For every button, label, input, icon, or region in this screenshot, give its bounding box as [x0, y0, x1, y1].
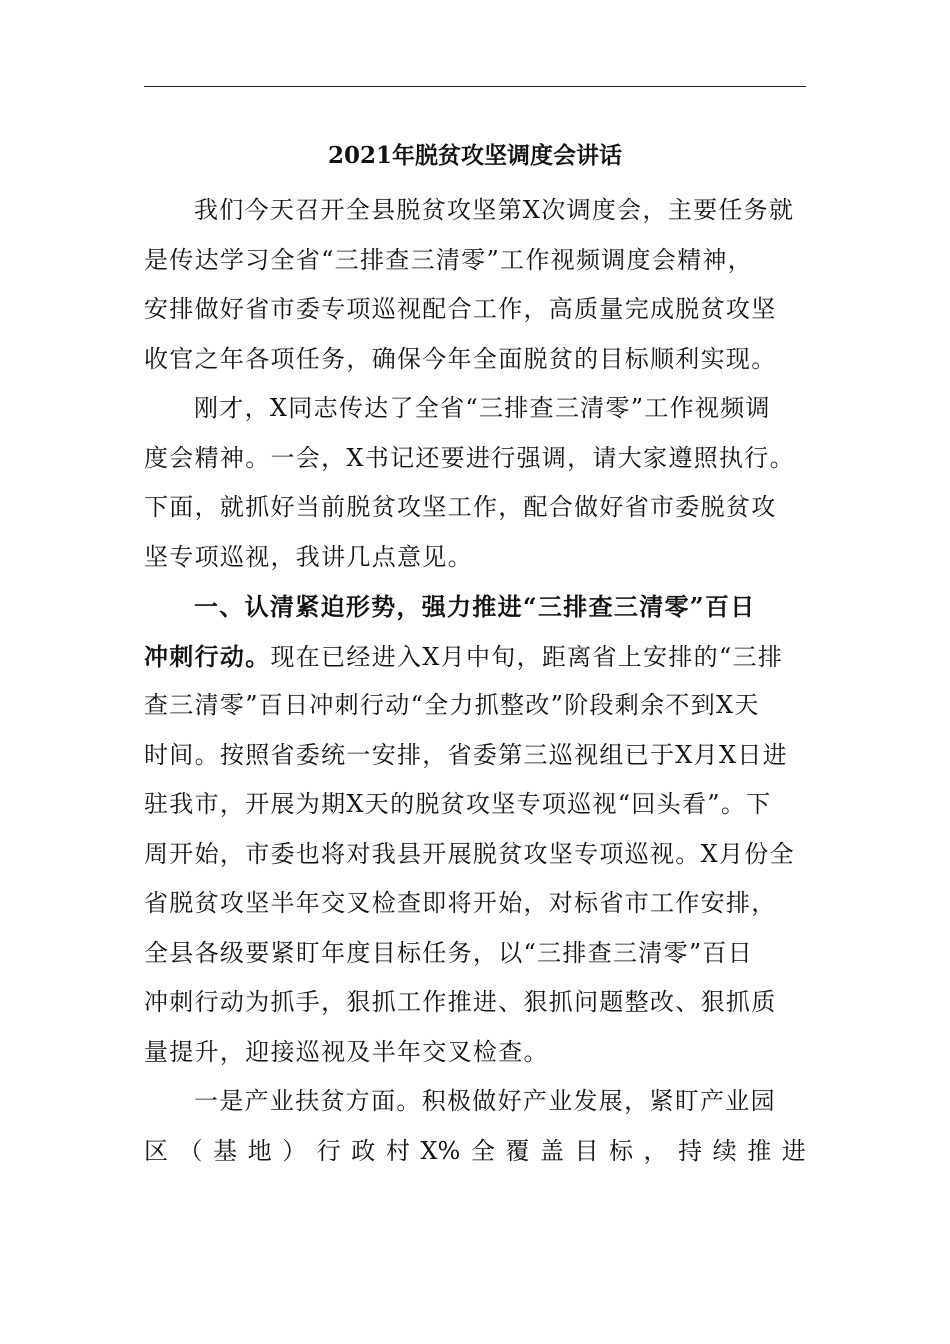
body-glyph: 盖: [539, 1136, 564, 1165]
document-body: [144, 186, 806, 1176]
justified-body-line: [144, 1127, 806, 1177]
body-glyph: 目: [574, 1136, 599, 1165]
header-rule: [144, 86, 806, 87]
body-line: 查三清零”百日冲刺行动“全力抓整改”阶段剩余不到X天: [144, 691, 760, 719]
body-line: 是传达学习全省“三排查三清零”工作视频调度会精神，: [144, 245, 754, 274]
body-glyph: X%: [420, 1136, 461, 1165]
body-line: 驻我市，开展为期X天的脱贫攻坚专项巡视“回头看”。下: [144, 790, 772, 818]
body-line: 冲刺行动为抓手，狠抓工作推进、狠抓问题整改、狠抓质: [144, 988, 777, 1016]
body-line: 坚专项巡视，我讲几点意见。: [144, 542, 473, 571]
body-line: 时间。按照省委统一安排，省委第三巡视组已于X月X日进: [144, 740, 788, 769]
body-line: 收官之年各项任务，确保今年全面脱贫的目标顺利实现。: [144, 344, 777, 373]
body-glyph: 全: [470, 1136, 495, 1165]
body-line: 省脱贫攻坚半年交叉检查即将开始，对标省市工作安排，: [144, 889, 777, 917]
body-glyph: 政: [351, 1136, 376, 1165]
document-title: 2021年脱贫攻坚调度会讲话: [327, 142, 622, 169]
body-line: 刚才，X同志传达了全省“三排查三清零”工作视频调: [194, 394, 771, 422]
body-glyph: 村: [385, 1136, 410, 1165]
body-line: 全县各级要紧盯年度目标任务，以“三排查三清零”百日: [144, 938, 754, 967]
body-line: 一是产业扶贫方面。积极做好产业发展，紧盯产业园: [194, 1087, 776, 1115]
body-glyph: （: [178, 1136, 203, 1165]
section-heading-tail: 冲刺行动。: [144, 641, 271, 671]
body-glyph: 续: [712, 1136, 737, 1165]
body-glyph: 标: [609, 1136, 633, 1165]
body-line: 我们今天召开全县脱贫攻坚第X次调度会，主要任务就: [194, 196, 795, 224]
section-heading-line: 一、认清紧迫形势，强力推进“三排查三清零”百日: [194, 592, 756, 621]
body-glyph: 区: [144, 1136, 168, 1165]
body-glyph: 行: [316, 1136, 341, 1165]
body-line: 度会精神。一会，X书记还要进行强调，请大家遵照执行。: [144, 443, 795, 472]
body-line: [144, 632, 806, 682]
body-glyph: 覆: [505, 1136, 530, 1165]
body-glyph: ）: [282, 1136, 307, 1165]
body-glyph: 推: [747, 1136, 772, 1165]
body-line: 安排做好省市委专项巡视配合工作，高质量完成脱贫攻坚: [144, 295, 777, 323]
body-line-text: 现在已经进入X月中旬，距离省上安排的“三排: [270, 642, 784, 671]
body-glyph: 持: [678, 1136, 703, 1165]
body-glyph: 进: [781, 1136, 806, 1165]
body-line: 下面，就抓好当前脱贫攻坚工作，配合做好省市委脱贫攻: [144, 493, 777, 521]
body-glyph: ，: [643, 1136, 668, 1165]
body-glyph: 基: [213, 1136, 238, 1165]
body-glyph: 地: [247, 1136, 272, 1165]
body-line: 量提升，迎接巡视及半年交叉检查。: [144, 1037, 549, 1066]
body-line: 周开始，市委也将对我县开展脱贫攻坚专项巡视。X月份全: [144, 839, 795, 868]
